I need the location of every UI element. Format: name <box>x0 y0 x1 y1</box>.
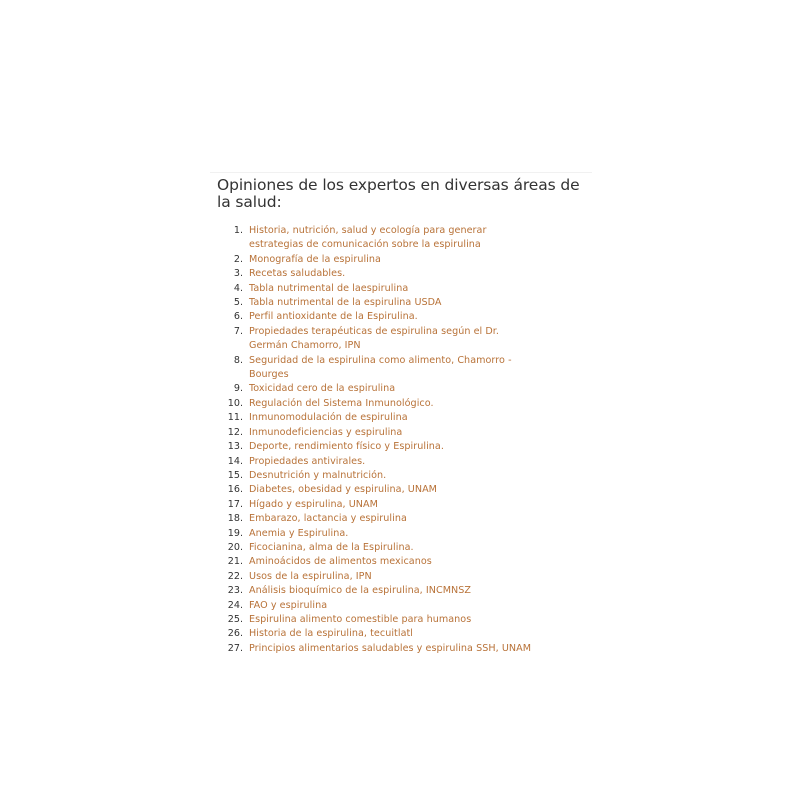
list-item <box>217 469 587 483</box>
list-item <box>217 440 587 454</box>
list-item <box>217 224 587 253</box>
expert-link[interactable]: Tabla nutrimental de la espirulina USDA <box>249 297 442 309</box>
expert-link[interactable]: Principios alimentarios saludables y espirulina SSH, UNAM <box>249 642 532 654</box>
list-item-number: 27. <box>227 642 243 654</box>
list-item-number: 8. <box>233 354 243 366</box>
expert-link[interactable]: Historia de la espirulina, tecuitlatl <box>249 628 414 640</box>
list-item-number: 7. <box>233 325 243 337</box>
list-item-number: 25. <box>227 613 243 625</box>
list-item-number: 20. <box>227 541 243 553</box>
expert-link[interactable]: Hígado y espirulina, UNAM <box>249 498 378 510</box>
expert-link[interactable]: Inmunomodulación de espirulina <box>249 412 408 424</box>
expert-link[interactable]: FAO y espirulina <box>249 599 328 611</box>
expert-link[interactable]: Inmunodeficiencias y espirulina <box>249 426 403 438</box>
expert-link[interactable]: Anemia y Espirulina. <box>249 527 349 539</box>
list-item-number: 14. <box>227 455 243 467</box>
list-item-number: 17. <box>227 498 243 510</box>
list-item-number: 3. <box>233 268 243 280</box>
list-item <box>217 282 587 296</box>
list-item-number: 18. <box>227 513 243 525</box>
expert-link[interactable]: Aminoácidos de alimentos mexicanos <box>249 556 432 568</box>
expert-opinions-section <box>217 177 587 656</box>
list-item-number: 2. <box>233 253 243 265</box>
list-item-number: 19. <box>227 527 243 539</box>
list-item <box>217 411 587 425</box>
expert-links-list <box>217 224 587 656</box>
expert-link[interactable]: Ficocianina, alma de la Espirulina. <box>249 541 414 553</box>
list-item-number: 5. <box>233 297 243 309</box>
expert-link[interactable]: Deporte, rendimiento físico y Espirulina. <box>249 441 444 453</box>
expert-link[interactable]: Seguridad de la espirulina como alimento, Chamorro - Bourges <box>249 354 512 381</box>
list-item-number: 1. <box>233 225 243 236</box>
list-item <box>217 382 587 396</box>
list-item-number: 22. <box>227 570 243 582</box>
list-item-number: 26. <box>227 628 243 640</box>
expert-link[interactable]: Regulación del Sistema Inmunológico. <box>249 397 434 409</box>
list-item-number: 16. <box>227 484 243 496</box>
list-item <box>217 310 587 324</box>
list-item-number: 15. <box>227 469 243 481</box>
list-item <box>217 570 587 584</box>
list-item-number: 6. <box>233 311 243 323</box>
list-item <box>217 527 587 541</box>
list-item-number: 4. <box>233 282 243 294</box>
list-item-number: 12. <box>227 426 243 438</box>
list-item <box>217 541 587 555</box>
list-item <box>217 325 587 354</box>
expert-link[interactable]: Desnutrición y malnutrición. <box>249 469 387 481</box>
expert-link[interactable]: Análisis bioquímico de la espirulina, INCMNSZ <box>249 585 472 597</box>
list-item <box>217 267 587 281</box>
list-item <box>217 555 587 569</box>
expert-link[interactable]: Propiedades terapéuticas de espirulina según el Dr. Germán Chamorro, IPN <box>249 325 500 352</box>
list-item <box>217 627 587 641</box>
expert-link[interactable]: Toxicidad cero de la espirulina <box>249 383 396 395</box>
expert-link[interactable]: Perfil antioxidante de la Espirulina. <box>249 311 418 323</box>
list-item-number: 9. <box>233 383 243 395</box>
list-item <box>217 296 587 310</box>
expert-link[interactable]: Diabetes, obesidad y espirulina, UNAM <box>249 484 438 496</box>
list-item-number: 24. <box>227 599 243 611</box>
expert-link[interactable]: Propiedades antivirales. <box>249 455 366 467</box>
list-item <box>217 599 587 613</box>
list-item <box>217 426 587 440</box>
list-item-number: 23. <box>227 585 243 597</box>
list-item-number: 11. <box>227 412 243 424</box>
list-item <box>217 354 587 383</box>
section-title: Opiniones de los expertos en diversas áreas de la salud: <box>217 176 580 211</box>
list-item-number: 21. <box>227 556 243 568</box>
list-item <box>217 455 587 469</box>
expert-link[interactable]: Tabla nutrimental de laespirulina <box>249 282 409 294</box>
list-item <box>217 642 587 656</box>
list-item <box>217 397 587 411</box>
list-item <box>217 584 587 598</box>
list-item <box>217 483 587 497</box>
expert-link[interactable]: Historia, nutrición, salud y ecología para generar estrategias de comunicación sobre la espirulina <box>249 225 487 251</box>
section-divider <box>210 172 592 173</box>
expert-link[interactable]: Monografía de la espirulina <box>249 253 381 265</box>
list-item <box>217 253 587 267</box>
list-item <box>217 512 587 526</box>
list-item <box>217 498 587 512</box>
list-item <box>217 613 587 627</box>
expert-link[interactable]: Espirulina alimento comestible para humanos <box>249 613 472 625</box>
list-item-number: 13. <box>227 441 243 453</box>
list-item-number: 10. <box>227 397 243 409</box>
expert-link[interactable]: Usos de la espirulina, IPN <box>249 570 372 582</box>
expert-link[interactable]: Recetas saludables. <box>249 268 346 280</box>
expert-link[interactable]: Embarazo, lactancia y espirulina <box>249 513 407 525</box>
